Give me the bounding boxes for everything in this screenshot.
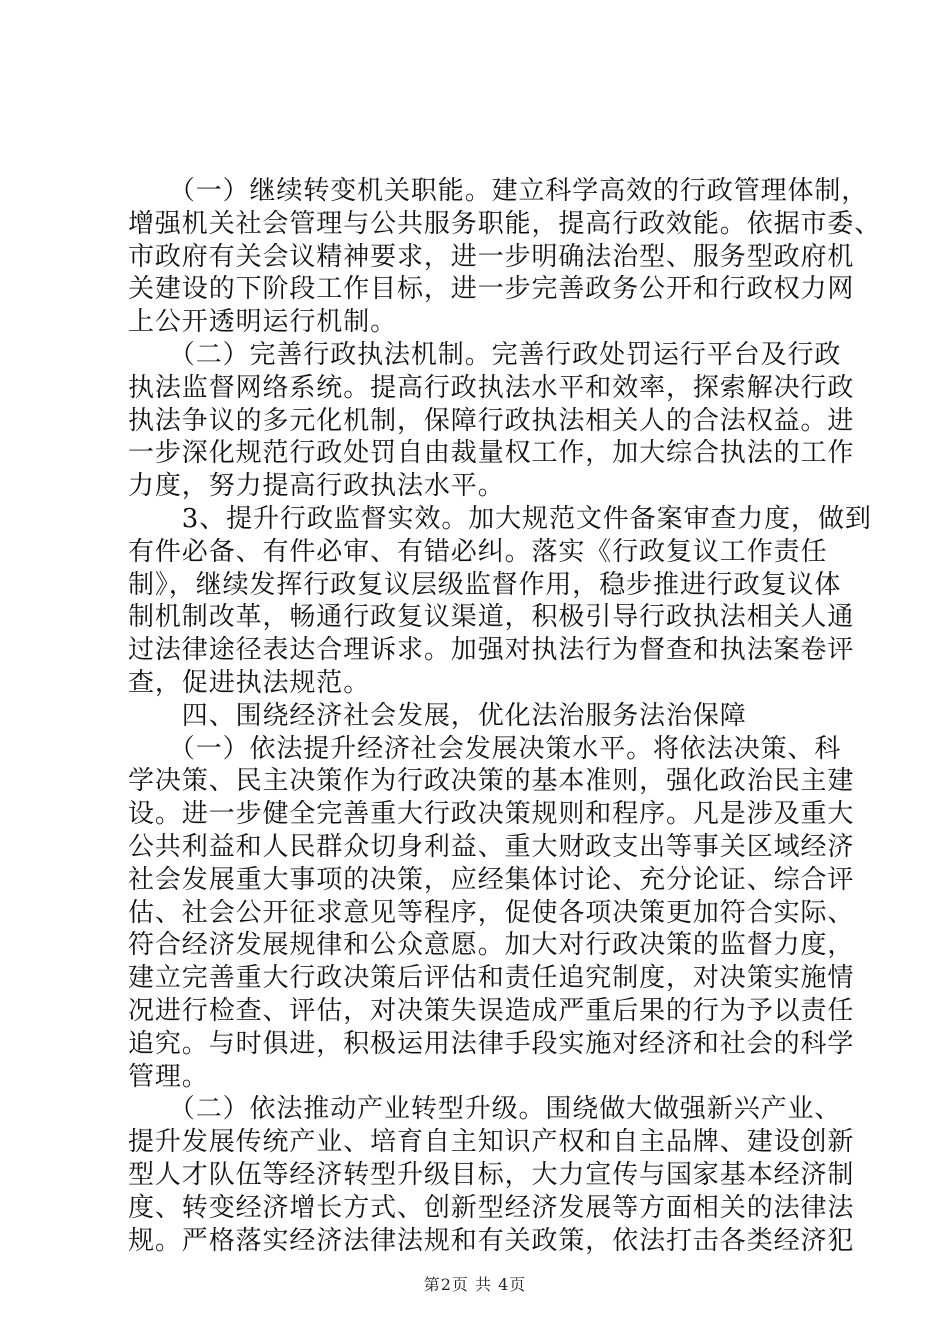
text-line: 符合经济发展规律和公众意愿。加大对行政决策的监督力度， <box>128 930 855 961</box>
text-line: 关建设的下阶段工作目标，进一步完善政务公开和行政权力网 <box>128 274 855 305</box>
text-line: 型人才队伍等经济转型升级目标，大力宣传与国家基本经济制 <box>128 1159 855 1190</box>
text-line: 公共利益和人民群众切身利益、重大财政支出等事关区域经济 <box>128 831 855 862</box>
text-line: （一）继续转变机关职能。建立科学高效的行政管理体制， <box>128 176 869 206</box>
text-line: 执法监督网络系统。提高行政执法水平和效率，探索解决行政 <box>128 372 855 403</box>
text-line: 过法律途径表达合理诉求。加强对执法行为督查和执法案卷评 <box>128 635 855 666</box>
text-line: 学决策、民主决策作为行政决策的基本准则，强化政治民主建 <box>128 766 855 797</box>
text-line: 查，促进执法规范。 <box>128 667 371 698</box>
text-line: 制》，继续发挥行政复议层级监督作用，稳步推进行政复议体 <box>128 569 842 600</box>
text-line: 一步深化规范行政处罚自由裁量权工作，加大综合执法的工作 <box>128 438 855 469</box>
text-line: 3、提升行政监督实效。加大规范文件备案审查力度，做到 <box>128 503 872 534</box>
text-line: 力度，努力提高行政执法水平。 <box>128 471 505 502</box>
text-line: 建立完善重大行政决策后评估和责任追究制度，对决策实施情 <box>128 963 855 994</box>
text-line: 执法争议的多元化机制，保障行政执法相关人的合法权益。进 <box>128 405 855 436</box>
text-line: （一）依法提升经济社会发展决策水平。将依法决策、科 <box>128 733 842 764</box>
text-line: 追究。与时俱进，积极运用法律手段实施对经济和社会的科学 <box>128 1028 855 1059</box>
text-line: 市政府有关会议精神要求，进一步明确法治型、服务型政府机 <box>128 241 855 272</box>
document-body <box>128 175 882 1257</box>
page-number-label: 第2页 共 4页 <box>423 1275 527 1294</box>
text-line: 估、社会公开征求意见等程序，促使各项决策更加符合实际、 <box>128 897 855 928</box>
text-line: 况进行检查、评估，对决策失误造成严重后果的行为予以责任 <box>128 995 855 1026</box>
text-line: 社会发展重大事项的决策，应经集体讨论、充分论证、综合评 <box>128 864 855 895</box>
text-line: 有件必备、有件必审、有错必纠。落实《行政复议工作责任 <box>128 536 828 567</box>
text-line: 制机制改革，畅通行政复议渠道，积极引导行政执法相关人通 <box>128 602 855 633</box>
text-line: 管理。 <box>128 1061 209 1092</box>
text-line: （二）依法推动产业转型升级。围绕做大做强新兴产业、 <box>128 1094 842 1125</box>
text-line: 四、围绕经济社会发展，优化法治服务法治保障 <box>128 700 747 731</box>
text-line: 度、转变经济增长方式、创新型经济发展等方面相关的法律法 <box>128 1192 855 1223</box>
text-line: 提升发展传统产业、培育自主知识产权和自主品牌、建设创新 <box>128 1127 855 1158</box>
page-footer <box>0 1272 950 1295</box>
text-line: 上公开透明运行机制。 <box>128 307 398 338</box>
text-line: 设。进一步健全完善重大行政决策规则和程序。凡是涉及重大 <box>128 799 855 830</box>
document-text <box>128 175 882 1257</box>
text-line: （二）完善行政执法机制。完善行政处罚运行平台及行政 <box>128 339 842 370</box>
text-line: 规。严格落实经济法律法规和有关政策，依法打击各类经济犯 <box>128 1225 855 1256</box>
text-line: 增强机关社会管理与公共服务职能，提高行政效能。依据市委、 <box>128 208 882 239</box>
